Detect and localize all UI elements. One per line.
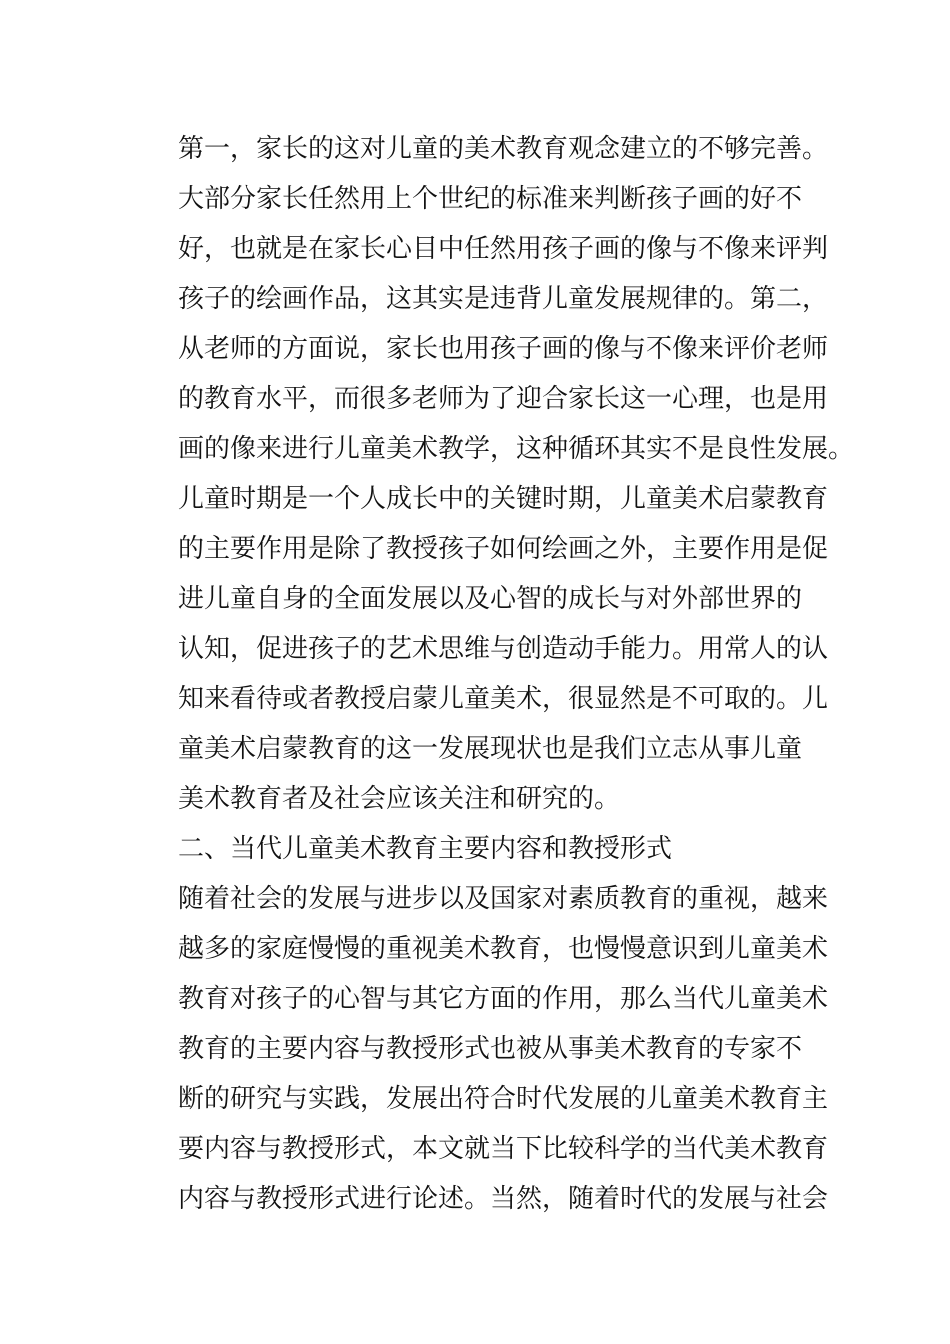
body-text — [178, 124, 855, 1224]
text-line: 的教育水平，而很多老师为了迎合家长这一心理，也是用 — [178, 384, 829, 414]
text-line: 要内容与教授形式，本文就当下比较科学的当代美术教育 — [178, 1134, 829, 1164]
text-line: 童美术启蒙教育的这一发展现状也是我们立志从事儿童 — [178, 734, 803, 764]
text-line: 的主要作用是除了教授孩子如何绘画之外，主要作用是促 — [178, 534, 829, 564]
text-line: 越多的家庭慢慢的重视美术教育，也慢慢意识到儿童美术 — [178, 934, 829, 964]
text-line: 画的像来进行儿童美术教学，这种循环其实不是良性发展。 — [178, 434, 855, 464]
text-line: 进儿童自身的全面发展以及心智的成长与对外部世界的 — [178, 584, 803, 614]
text-line: 儿童时期是一个人成长中的关键时期，儿童美术启蒙教育 — [178, 484, 829, 514]
text-line: 美术教育者及社会应该关注和研究的。 — [178, 784, 621, 814]
text-line: 断的研究与实践，发展出符合时代发展的儿童美术教育主 — [178, 1084, 829, 1114]
text-line: 第一，家长的这对儿童的美术教育观念建立的不够完善。 — [178, 134, 829, 164]
text-line: 好，也就是在家长心目中任然用孩子画的像与不像来评判 — [178, 234, 829, 264]
text-line: 孩子的绘画作品，这其实是违背儿童发展规律的。第二， — [178, 284, 829, 314]
text-line: 随着社会的发展与进步以及国家对素质教育的重视，越来 — [178, 884, 829, 914]
text-line: 教育的主要内容与教授形式也被从事美术教育的专家不 — [178, 1034, 803, 1064]
text-line: 从老师的方面说，家长也用孩子画的像与不像来评价老师 — [178, 334, 829, 364]
section-heading: 二、当代儿童美术教育主要内容和教授形式 — [178, 834, 673, 864]
text-line: 认知，促进孩子的艺术思维与创造动手能力。用常人的认 — [178, 634, 829, 664]
text-line: 内容与教授形式进行论述。当然，随着时代的发展与社会 — [178, 1184, 829, 1214]
text-line: 知来看待或者教授启蒙儿童美术，很显然是不可取的。儿 — [178, 684, 829, 714]
text-line: 教育对孩子的心智与其它方面的作用，那么当代儿童美术 — [178, 984, 829, 1014]
text-line: 大部分家长任然用上个世纪的标准来判断孩子画的好不 — [178, 184, 803, 214]
